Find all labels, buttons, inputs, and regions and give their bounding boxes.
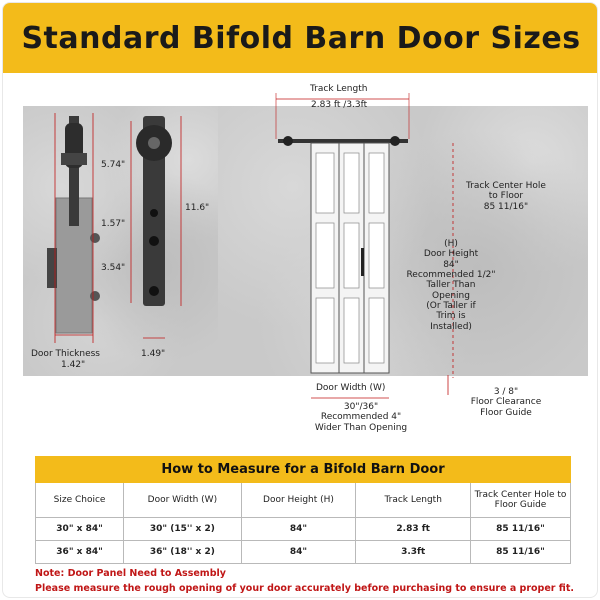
measure-table [35, 456, 571, 564]
height-line-5: Taller Than [426, 280, 476, 291]
height-line-6: Opening [432, 290, 470, 301]
door-thickness-value: 1.42" [61, 360, 86, 370]
infographic [2, 2, 598, 598]
door-width-value: 30"/36" [343, 402, 379, 412]
page-title: Standard Bifold Barn Door Sizes [21, 20, 581, 56]
table-title: How to Measure for a Bifold Barn Door [36, 457, 571, 483]
track-roller-right [390, 136, 400, 146]
dim-116-label: 11.6" [185, 203, 210, 213]
clearance-line-2: Floor Guide [480, 407, 532, 418]
table-row [36, 518, 571, 541]
cell-track: 3.3ft [356, 541, 471, 564]
height-line-2: Door Height [423, 249, 479, 260]
clearance-text [451, 387, 561, 418]
table-header-row [36, 483, 571, 518]
door-width-rec-1: Recommended 4" [320, 412, 402, 423]
header-track-length: Track Length [356, 483, 471, 518]
track-center-line-3: 85 11/16" [483, 201, 529, 212]
door-width-text [306, 402, 416, 433]
door-width-rec-2: Wider Than Opening [314, 422, 408, 433]
cell-width: 30" (15'' x 2) [124, 518, 242, 541]
dim-149-label: 1.49" [141, 349, 166, 359]
clearance-value: 3 / 8" [493, 387, 519, 397]
door-thickness-label: Door Thickness [31, 349, 100, 359]
door-width-label: Door Width (W) [316, 383, 386, 393]
note-assembly: Note: Door Panel Need to Assembly [35, 568, 226, 579]
door-height-text [401, 239, 501, 332]
track-center-line-1: Track Center Hole [466, 181, 546, 191]
header-track-center: Track Center Hole to Floor Guide [471, 483, 571, 518]
note-measure: Please measure the rough opening of your door accurately before purchasing to ensure a proper fit. [35, 583, 574, 594]
height-line-9: Installed) [430, 321, 472, 332]
cell-height: 84" [241, 518, 356, 541]
bifold-door [311, 143, 389, 373]
dim-574-label: 5.74" [101, 160, 126, 170]
dim-157-label: 1.57" [101, 219, 126, 229]
cell-width: 36" (18'' x 2) [124, 541, 242, 564]
height-line-4: Recommended 1/2" [406, 270, 496, 281]
header-door-height: Door Height (H) [241, 483, 356, 518]
cell-height: 84" [241, 541, 356, 564]
header-size-choice: Size Choice [36, 483, 124, 518]
height-line-8: Trim is [436, 311, 466, 322]
track-center-line-2: to Floor [488, 191, 524, 202]
height-line-1: (H) [444, 239, 458, 249]
track-center-text [466, 181, 546, 212]
dim-354-label: 3.54" [101, 263, 126, 273]
height-line-7: (Or Taller if [426, 301, 476, 312]
cell-track: 2.83 ft [356, 518, 471, 541]
table-row [36, 541, 571, 564]
header-door-width: Door Width (W) [124, 483, 242, 518]
barn-door-track [278, 139, 408, 143]
height-line-3: 84" [443, 259, 459, 270]
track-roller-left [283, 136, 293, 146]
cell-center: 85 11/16" [471, 518, 571, 541]
track-length-value: 2.83 ft /3.3ft [311, 100, 368, 110]
cell-center: 85 11/16" [471, 541, 571, 564]
track-length-label: Track Length [310, 84, 368, 94]
clearance-line-1: Floor Clearance [470, 397, 542, 408]
cell-size: 30" x 84" [36, 518, 124, 541]
cell-size: 36" x 84" [36, 541, 124, 564]
